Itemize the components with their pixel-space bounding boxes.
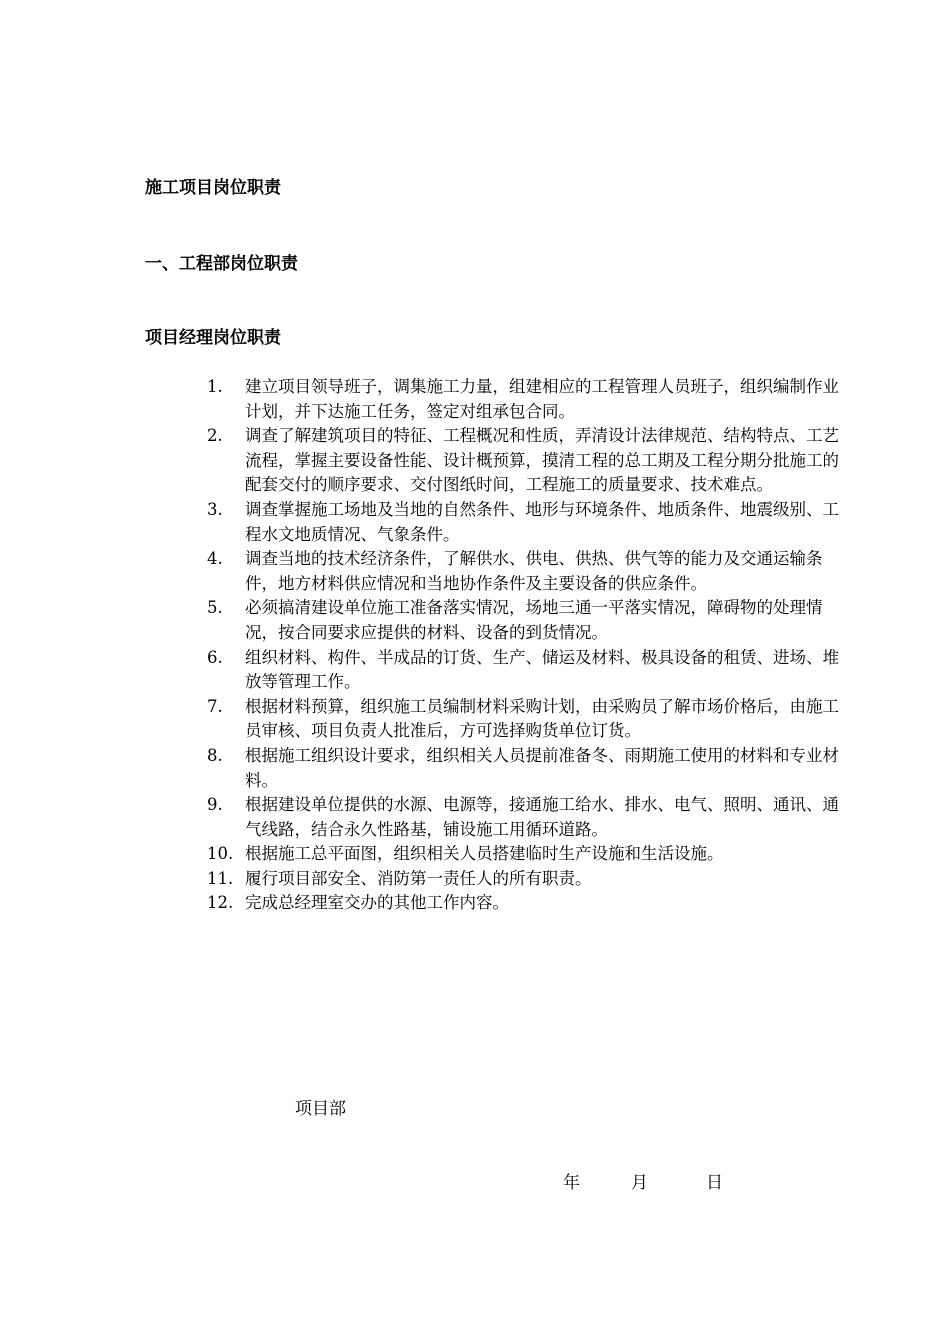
duty-number: 8.: [207, 745, 223, 765]
section-heading: 一、工程部岗位职责: [145, 254, 298, 274]
duty-number: 12.: [207, 893, 234, 913]
duty-item: [207, 793, 847, 842]
date-month-label: 月: [631, 1173, 648, 1193]
duty-item: [207, 498, 847, 547]
duty-item: [207, 695, 847, 744]
duty-item: [207, 744, 847, 793]
duty-number: 9.: [207, 795, 223, 815]
duty-text: 建立项目领导班子，调集施工力量，组建相应的工程管理人员班子，组织编制作业计划，并下达施工任务，签定对组承包合同。: [245, 377, 839, 421]
duty-number: 4.: [207, 549, 223, 569]
duty-item: [207, 891, 847, 916]
date-year-label: 年: [563, 1173, 580, 1193]
duty-number: 6.: [207, 647, 223, 667]
duty-number: 7.: [207, 696, 223, 716]
duty-number: 5.: [207, 598, 223, 618]
date-day-label: 日: [706, 1173, 723, 1193]
document-title: 施工项目岗位职责: [145, 178, 281, 198]
duty-text: 根据建设单位提供的水源、电源等，接通施工给水、排水、电气、照明、通讯、通气线路，结合永久性路基，铺设施工用循环道路。: [245, 795, 839, 839]
duty-text: 调查当地的技术经济条件，了解供水、供电、供热、供气等的能力及交通运输条件，地方材料供应情况和当地协作条件及主要设备的供应条件。: [245, 549, 823, 593]
duty-number: 11.: [207, 868, 234, 888]
duty-text: 组织材料、构件、半成品的订货、生产、储运及材料、极具设备的租赁、进场、堆放等管理工作。: [245, 647, 839, 692]
duty-text: 履行项目部安全、消防第一责任人的所有职责。: [245, 868, 592, 888]
duty-text: 完成总经理室交办的其他工作内容。: [245, 893, 509, 913]
duty-item: [207, 596, 847, 645]
duty-text: 根据施工组织设计要求，组织相关人员提前准备冬、雨期施工使用的材料和专业材料。: [245, 745, 839, 790]
subsection-heading: 项目经理岗位职责: [145, 328, 281, 348]
duty-item: [207, 867, 847, 892]
duty-number: 2.: [207, 426, 223, 446]
duty-item: [207, 842, 847, 867]
duty-text: 调查了解建筑项目的特征、工程概况和性质，弄清设计法律规范、结构特点、工艺流程，掌握主要设备性能、设计概预算，摸清工程的总工期及工程分期分批施工的配套交付的顺序要求、交付图纸时间，工程施工的质量要求、技术难点。: [245, 426, 839, 495]
duty-item: [207, 646, 847, 695]
duty-text: 根据材料预算，组织施工员编制材料采购计划，由采购员了解市场价格后，由施工员审核、项目负责人批准后，方可选择购货单位订货。: [245, 696, 839, 741]
signature-department: 项目部: [295, 1099, 346, 1119]
duty-text: 必须搞清建设单位施工准备落实情况，场地三通一平落实情况，障碍物的处理情况，按合同要求应提供的材料、设备的到货情况。: [245, 598, 823, 642]
duty-list: [207, 375, 847, 916]
duty-number: 3.: [207, 499, 223, 519]
duty-text: 根据施工总平面图，组织相关人员搭建临时生产设施和生活设施。: [245, 844, 724, 864]
duty-number: 10.: [207, 844, 234, 864]
duty-item: [207, 424, 847, 498]
duty-item: [207, 375, 847, 424]
duty-text: 调查掌握施工场地及当地的自然条件、地形与环境条件、地质条件、地震级别、工程水文地质情况、气象条件。: [245, 499, 839, 544]
duty-item: [207, 547, 847, 596]
duty-number: 1.: [207, 377, 223, 396]
